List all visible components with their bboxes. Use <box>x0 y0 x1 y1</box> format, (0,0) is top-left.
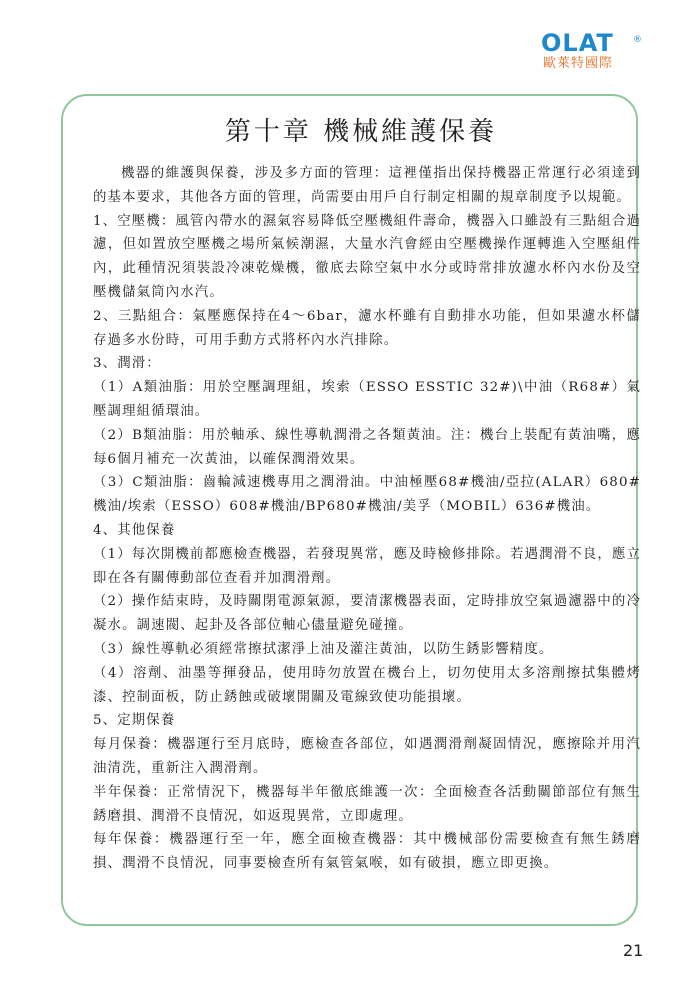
paragraph: 3、潤滑： <box>93 356 161 372</box>
paragraph: （3）線性導軌必須經常擦拭潔淨上油及灌注黃油，以防生銹影響精度。 <box>93 641 554 657</box>
paragraph: （1）A類油脂：用於空壓調理組，埃索（ESSO ESSTIC 32#)\中油（R68#）氣壓調理組循環油。 <box>93 380 641 419</box>
registered-mark: ® <box>633 35 643 45</box>
brand-logo <box>541 30 651 72</box>
paragraph: （3）C類油脂：齒輪減速機專用之潤滑油。中油極壓68#機油/亞拉(ALAR）680#機油/埃索（ESSO）608#機油/BP680#機油/美孚（MOBIL）636#機油。 <box>93 475 641 515</box>
paragraph: 1、空壓機：風管內帶水的濕氣容易降低空壓機組件壽命，機器入口雖設有三點組合過濾，但如置放空壓機之場所氣候潮濕，大量水汽會經由空壓機操作運轉進入空壓組件內，此種情況須裝設冷凍乾燥機，徹底去除空氣中水分或時常排放濾水杯內水份及空壓機儲氣筒內水汽。 <box>93 213 641 300</box>
paragraph: 每年保養：機器運行至一年，應全面檢查機器：其中機械部份需要檢查有無生銹磨損、潤滑不良情況，同事要檢查所有氣管氣喉，如有破損，應立即更換。 <box>93 832 641 872</box>
paragraph: 4、其他保養 <box>93 522 176 538</box>
chapter-title: 第十章 機械維護保養 <box>224 117 498 147</box>
paragraph: 每月保養：機器運行至月底時，應檢查各部位，如遇潤滑劑凝固情況，應擦除并用汽油清洗，重新注入潤滑劑。 <box>93 737 641 776</box>
chapter-content <box>93 112 641 876</box>
logo-wordmark <box>541 30 651 56</box>
paragraph-list <box>93 162 641 876</box>
paragraph: 半年保養：正常情況下，機器每半年徹底維護一次：全面檢查各活動關節部位有無生銹磨損、潤滑不良情況，如返現異常，立即處理。 <box>93 784 641 824</box>
paragraph: （2）操作結束時，及時關閉電源氣源，要清潔機器表面，定時排放空氣過濾器中的冷凝水。調速閥、起卦及各部位軸心儘量避免碰撞。 <box>93 594 641 634</box>
logo-subtitle: 歐萊特國際 <box>543 56 614 71</box>
paragraph: 機器的維護與保養，涉及多方面的管理：這裡僅指出保持機器正常運行必須達到的基本要求，其他各方面的管理，尚需要由用戶自行制定相關的規章制度予以規範。 <box>93 166 641 205</box>
paragraph: （4）溶劑、油墨等揮發品，使用時勿放置在機台上，切勿使用太多溶劑擦拭集體烤漆、控制面板，防止銹蝕或破壞開關及電線致使功能損壞。 <box>93 665 641 705</box>
paragraph: （2）B類油脂：用於軸承、線性導軌潤滑之各類黃油。注：機台上裝配有黃油嘴，應每6個月補充一次黃油，以確保潤滑效果。 <box>93 427 641 467</box>
paragraph: 2、三點組合：氣壓應保持在4～6bar，濾水杯雖有自動排水功能，但如果濾水杯儲存過多水份時，可用手動方式將杯內水汽排除。 <box>93 308 641 348</box>
page-number: 21 <box>623 941 644 960</box>
logo-brand-text: OLAT <box>541 29 614 57</box>
paragraph: 5、定期保養 <box>93 713 176 729</box>
paragraph: （1）每次開機前都應檢查機器，若發現異常，應及時檢修排除。若遇潤滑不良，應立即在各有關傳動部位查看并加潤滑劑。 <box>93 546 641 586</box>
